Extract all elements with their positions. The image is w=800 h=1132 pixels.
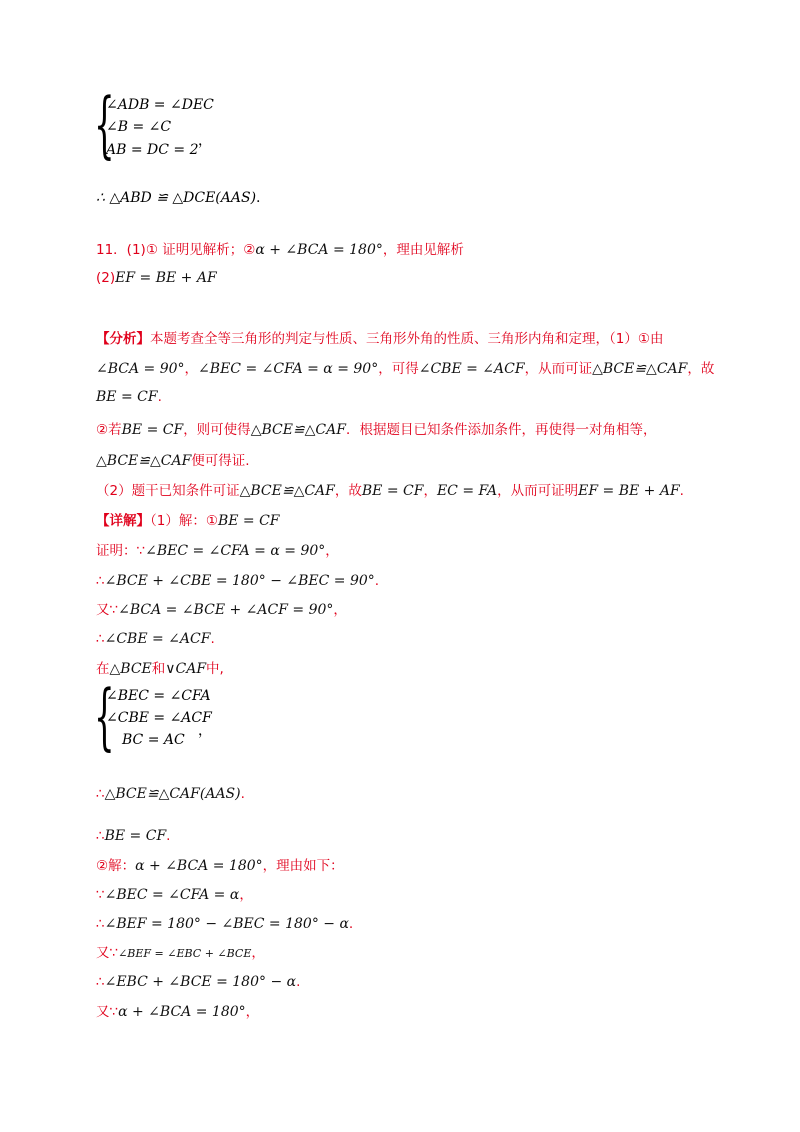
- detail-line-5: [96, 629, 215, 649]
- detail-line-3: [96, 571, 379, 591]
- analysis-line-1: [96, 329, 663, 349]
- analysis-line-6: [96, 481, 684, 501]
- analysis-math-4: △BCE≌△CAF: [592, 361, 688, 377]
- detail-text-2: 证明：∵: [96, 543, 146, 559]
- detail-math-4: ∠BCA = ∠BCE + ∠ACF = 90°: [118, 602, 334, 618]
- detail-text-4: 又∵: [96, 602, 119, 618]
- analysis-math-11: EC = FA: [436, 483, 498, 499]
- detail-end-5: .: [210, 631, 215, 647]
- analysis-text-2d: ，故: [687, 361, 715, 377]
- detail-line-2: [96, 541, 339, 561]
- detail-text-7: ∴: [96, 786, 105, 802]
- detail-text-10: ∵: [96, 887, 105, 903]
- detail-math-3: ∠BCE + ∠CBE = 180° − ∠BEC = 90°: [104, 573, 375, 589]
- answer-line-2: [96, 268, 217, 288]
- analysis-math-12: EF = BE + AF: [578, 483, 680, 499]
- detail-text-6b: 和: [151, 661, 166, 677]
- left-brace-icon: {: [94, 82, 115, 166]
- detail-text-9a: ②解：: [96, 858, 136, 874]
- analysis-label: 【分析】: [96, 331, 150, 347]
- analysis-text-6a: （2）题干已知条件可证: [96, 483, 240, 499]
- answer-part1-math: α + ∠BCA = 180°: [255, 242, 383, 258]
- detail-line-6: [96, 659, 224, 679]
- analysis-text-6b: ，故: [334, 483, 362, 499]
- detail-math-9: α + ∠BCA = 180°: [135, 858, 263, 874]
- analysis-math-5: BE = CF: [96, 389, 158, 405]
- analysis-line-5: [96, 451, 250, 471]
- detail-end-4: ，: [333, 602, 347, 618]
- detail-text-1: （1）解：①: [150, 513, 218, 529]
- system-equation-1: ∠ADB = ∠DEC: [106, 97, 214, 113]
- detail-math-1: BE = CF: [217, 513, 280, 529]
- analysis-text-6e: .: [679, 483, 684, 499]
- analysis-line-3: [96, 387, 162, 407]
- detail-system-comma: ，: [198, 723, 212, 739]
- top-conclusion: [96, 188, 261, 208]
- top-conclusion-math: ∴ △ABD ≌ △DCE(AAS): [96, 190, 257, 206]
- circle-one: ①: [145, 242, 158, 258]
- detail-system-eq-2: ∠CBE = ∠ACF: [106, 710, 212, 726]
- answer-q2-math: EF = BE + AF: [115, 270, 217, 286]
- system-equation-3: AB = DC = 2: [106, 142, 199, 158]
- detail-math-6b: ∨CAF: [165, 661, 207, 677]
- top-conclusion-end: .: [256, 190, 261, 206]
- answer-line-1: [96, 240, 464, 260]
- detail-end-8: .: [166, 828, 171, 844]
- detail-text-8: ∴: [96, 828, 105, 844]
- detail-end-11: .: [348, 916, 354, 932]
- detail-end-3: .: [374, 573, 380, 589]
- detail-line-1: [96, 511, 280, 531]
- question-number: 11．(1): [96, 242, 146, 258]
- detail-line-7: [96, 784, 245, 804]
- analysis-math-1: ∠BCA = 90°: [96, 361, 185, 377]
- analysis-text-2c: ，从而可证: [524, 361, 593, 377]
- detail-math-11: ∠BEF = 180° − ∠BEC = 180° − α: [104, 916, 349, 932]
- detail-math-14: α + ∠BCA = 180°: [118, 1004, 246, 1020]
- answer-q2-label: (2): [96, 270, 116, 286]
- detail-line-10: [96, 885, 253, 905]
- detail-label: 【详解】: [96, 513, 150, 529]
- detail-line-13: [96, 972, 300, 992]
- analysis-line-2: [96, 359, 714, 379]
- detail-end-10: ，: [239, 887, 253, 903]
- detail-end-13: .: [296, 974, 301, 990]
- analysis-math-8: △BCE≌△CAF: [96, 453, 192, 469]
- detail-math-5: ∠CBE = ∠ACF: [104, 631, 211, 647]
- detail-text-6a: 在: [96, 661, 110, 677]
- detail-text-3: ∴: [96, 573, 105, 589]
- analysis-text-2a: ，: [184, 361, 199, 377]
- detail-end-2: ，: [325, 543, 339, 559]
- analysis-text-6c: ，: [423, 483, 437, 499]
- detail-line-8: [96, 826, 170, 846]
- detail-end-14: ，: [245, 1004, 260, 1020]
- analysis-text-3: .: [157, 389, 162, 405]
- detail-text-14: 又∵: [96, 1004, 119, 1020]
- system-equation-2: ∠B = ∠C: [106, 119, 172, 135]
- analysis-text-4c: ．根据题目已知条件添加条件，再使得一对角相等，: [345, 422, 657, 438]
- detail-math-10: ∠BEC = ∠CFA = α: [104, 887, 240, 903]
- answer-part1-tail: ，理由见解析: [382, 242, 464, 258]
- detail-math-13: ∠EBC + ∠BCE = 180° − α: [104, 974, 297, 990]
- detail-math-2: ∠BEC = ∠CFA = α = 90°: [145, 543, 326, 559]
- detail-math-6a: △BCE: [109, 661, 152, 677]
- analysis-math-6: BE = CF: [121, 422, 184, 438]
- analysis-text-1: 本题考查全等三角形的判定与性质、三角形外角的性质、三角形内角和定理，（1）①由: [150, 331, 664, 347]
- analysis-text-2b: ，可得: [378, 361, 419, 377]
- detail-end-12: ，: [251, 945, 265, 961]
- analysis-text-4b: ，则可使得: [183, 422, 251, 438]
- detail-math-8: BE = CF: [104, 828, 167, 844]
- detail-line-11: [96, 914, 353, 934]
- detail-end-7: .: [240, 786, 245, 802]
- analysis-math-3: ∠CBE = ∠ACF: [418, 361, 525, 377]
- analysis-math-10: BE = CF: [361, 483, 424, 499]
- analysis-line-4: [96, 420, 656, 440]
- detail-text-12: 又∵: [96, 945, 119, 961]
- analysis-math-7: △BCE≌△CAF: [250, 422, 346, 438]
- analysis-text-4a: ②若: [96, 422, 122, 438]
- left-brace-icon: {: [94, 674, 115, 758]
- detail-line-14: [96, 1002, 259, 1022]
- system-trailing-comma: ，: [198, 133, 212, 149]
- answer-part1-text: 证明见解析；②: [157, 242, 256, 258]
- detail-math-7: △BCE≌△CAF(AAS): [104, 786, 241, 802]
- detail-math-12: ∠BEF = ∠EBC + ∠BCE: [118, 947, 252, 960]
- detail-line-12: [96, 943, 265, 964]
- detail-line-9: [96, 856, 344, 876]
- detail-text-9b: ，理由如下：: [262, 858, 344, 874]
- analysis-math-9: △BCE≌△CAF: [239, 483, 335, 499]
- analysis-text-6d: ，从而可证明: [497, 483, 579, 499]
- detail-text-13: ∴: [96, 974, 105, 990]
- detail-text-6c: 中,: [206, 661, 224, 677]
- detail-text-11: ∴: [96, 916, 105, 932]
- detail-text-5: ∴: [96, 631, 105, 647]
- detail-system-eq-1: ∠BEC = ∠CFA: [106, 688, 211, 704]
- detail-line-4: [96, 600, 347, 620]
- detail-system-eq-3: BC = AC: [122, 732, 185, 748]
- analysis-math-2: ∠BEC = ∠CFA = α = 90°: [198, 361, 379, 377]
- analysis-text-5: 便可得证.: [191, 453, 250, 469]
